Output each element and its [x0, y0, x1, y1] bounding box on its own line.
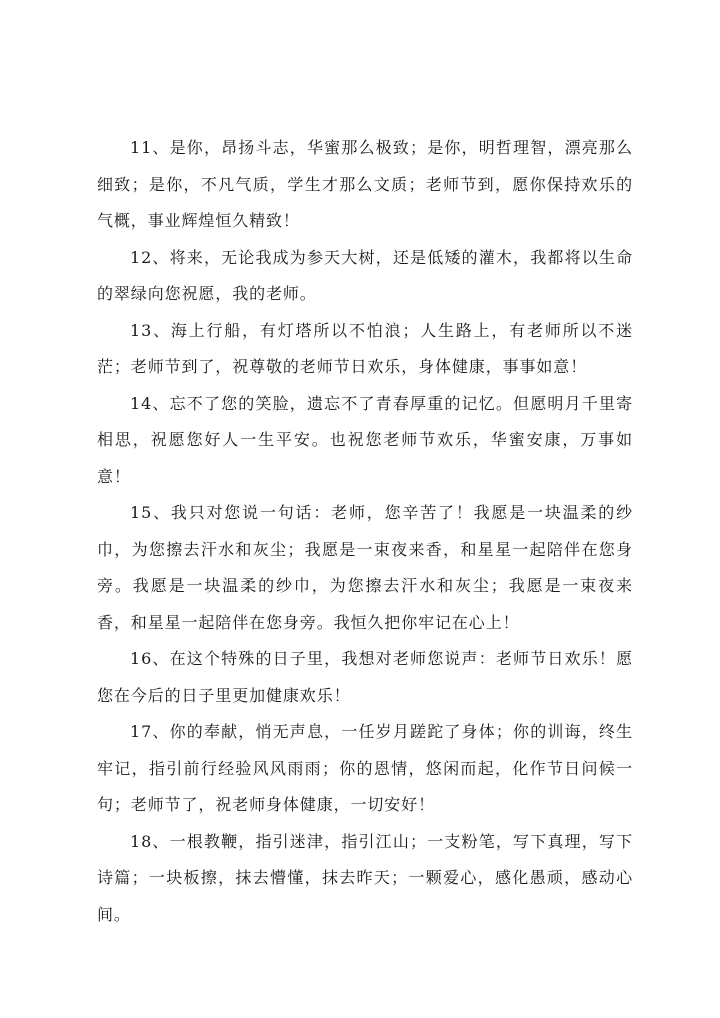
- paragraph-18: 18、一根教鞭，指引迷津，指引江山；一支粉笔，写下真理，写下诗篇；一块板擦，抹去懵懂，抹去昨天；一颗爱心，感化愚顽，感动心间。: [97, 831, 633, 924]
- paragraph-14: 14、忘不了您的笑脸，遗忘不了青春厚重的记忆。但愿明月千里寄相思，祝愿您好人一生平安。也祝您老师节欢乐，华蜜安康，万事如意！: [97, 393, 633, 486]
- document-body: [97, 130, 633, 933]
- paragraph-15: 15、我只对您说一句话：老师，您辛苦了！我愿是一块温柔的纱巾，为您擦去汗水和灰尘；我愿是一束夜来香，和星星一起陪伴在您身旁。我愿是一块温柔的纱巾，为您擦去汗水和灰尘；我愿是一束夜来香，和星星一起陪伴在您身旁。我恒久把你牢记在心上！: [97, 503, 633, 632]
- paragraph-16: 16、在这个特殊的日子里，我想对老师您说声：老师节日欢乐！愿您在今后的日子里更加健康欢乐！: [97, 649, 633, 705]
- paragraph-17: 17、你的奉献，悄无声息，一任岁月蹉跎了身体；你的训诲，终生牢记，指引前行经验风风雨雨；你的恩情，悠闲而起，化作节日问候一句；老师节了，祝老师身体健康，一切安好！: [97, 722, 633, 814]
- paragraph-11: 11、是你，昂扬斗志，华蜜那么极致；是你，明哲理智，漂亮那么细致；是你，不凡气质，学生才那么文质；老师节到，愿你保持欢乐的气概，事业辉煌恒久精致！: [97, 138, 633, 230]
- paragraph-13: 13、海上行船，有灯塔所以不怕浪；人生路上，有老师所以不迷茫；老师节到了，祝尊敬的老师节日欢乐，身体健康，事事如意！: [97, 320, 633, 376]
- paragraph-12: 12、将来，无论我成为参天大树，还是低矮的灌木，我都将以生命的翠绿向您祝愿，我的老师。: [97, 247, 633, 303]
